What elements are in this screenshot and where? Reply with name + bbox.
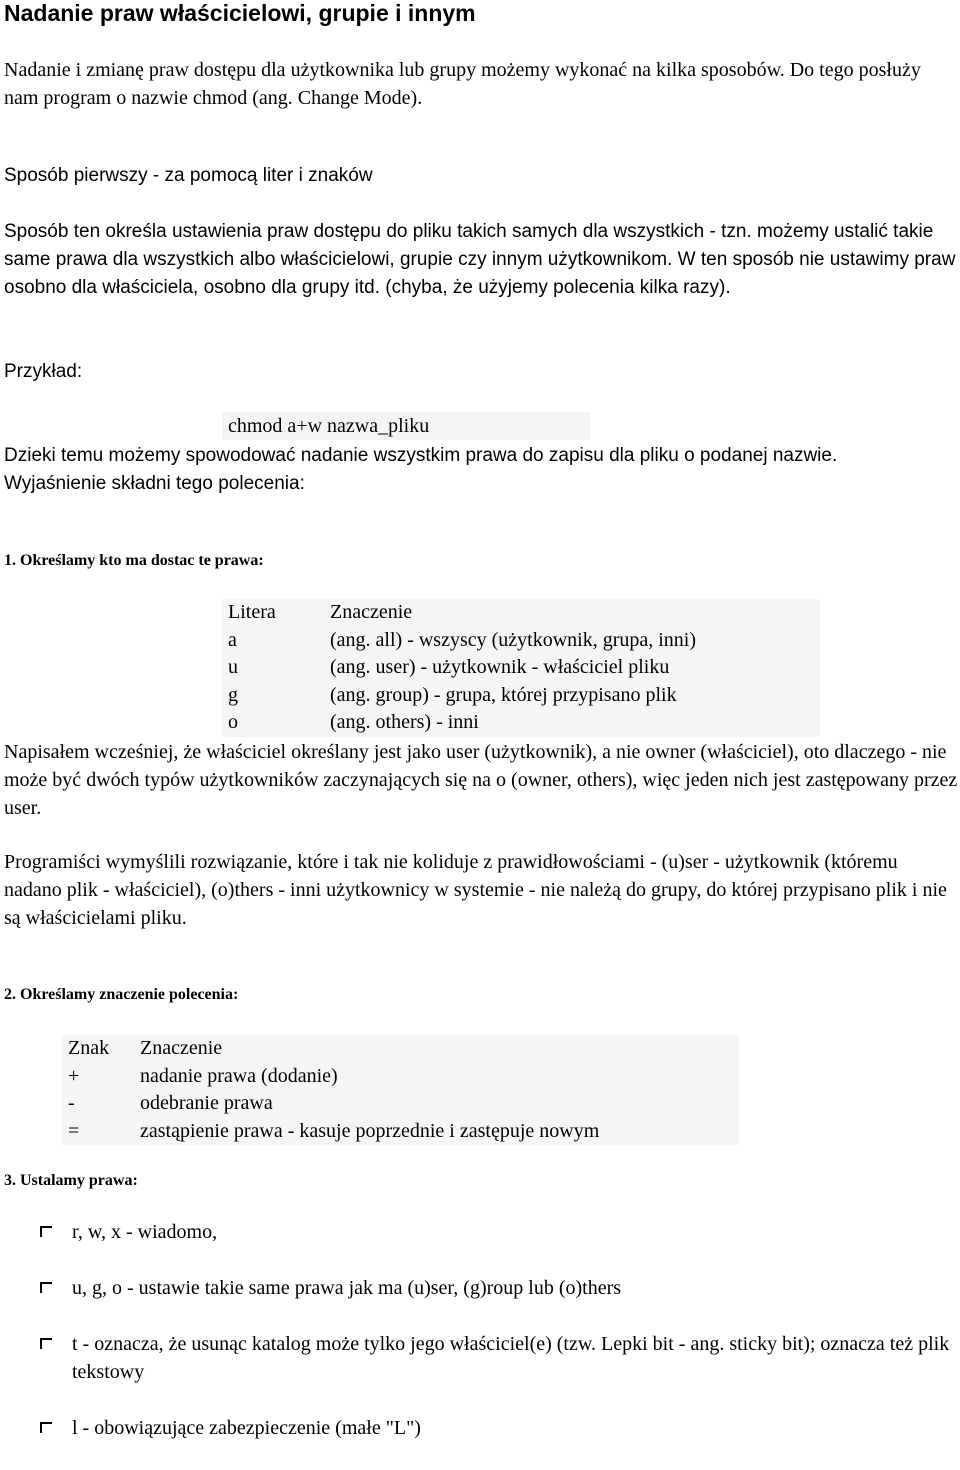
syntax-intro: Wyjaśnienie składni tego polecenia: (4, 473, 305, 494)
checkbox-bullet-icon (40, 1338, 52, 1349)
table-cell: a (228, 628, 237, 651)
table-row (62, 1118, 739, 1146)
step3-heading: 3. Ustalamy prawa: (4, 1172, 138, 1189)
list-item-text: l - obowiązujące zabezpieczenie (małe "L") (72, 1417, 421, 1439)
list-item (40, 1218, 950, 1246)
table-cell: - (68, 1092, 75, 1114)
table-row (222, 627, 820, 655)
list-item-text: t - oznacza, że usunąc katalog może tylko jego właściciel(e) (tzw. Lepki bit - ang. sticky bit); oznacza też plik tekstowy (72, 1333, 950, 1383)
table-cell: (ang. group) - grupa, której przypisano plik (330, 683, 677, 706)
table-cell: + (68, 1064, 80, 1087)
method1-description: Sposób ten określa ustawienia praw dostępu do pliku takich samych dla wszystkich - tzn. możemy ustalić takie same prawa dla wszystkich albo właścicielowi, grupie czy innym użytkownikom. W ten sposób nie ustawimy praw osobno dla właściciela, osobno dla grupy itd. (chyba, że użyjemy polecenia kilka razy). (4, 221, 956, 298)
step1-heading: 1. Określamy kto ma dostac te prawa: (4, 552, 264, 569)
example-code: chmod a+w nazwa_pliku (222, 412, 590, 440)
method1-heading: Sposób pierwszy - za pomocą liter i znaków (4, 165, 373, 186)
table-cell: g (228, 683, 238, 706)
table-row (62, 1090, 739, 1118)
intro-paragraph: Nadanie i zmianę praw dostępu dla użytkownika lub grupy możemy wykonać na kilka sposobów. Do tego posłuży nam program o nazwie chmod (ang. Change Mode). (4, 59, 921, 109)
table-cell: (ang. others) - inni (330, 711, 479, 733)
note-paragraph-2: Programiści wymyślili rozwiązanie, które i tak nie koliduje z prawidłowościami - (u)ser - użytkownik (któremu nadano plik - właściciel), (o)thers - inni użytkownicy w systemie - nie należą do grupy, do której przypisano plik i nie są właścicielami pliku. (4, 851, 947, 929)
table-header-cell: Znaczenie (330, 601, 413, 623)
table-cell: (ang. user) - użytkownik - właściciel pliku (330, 656, 670, 678)
checkbox-bullet-icon (40, 1422, 52, 1433)
table-header-cell: Znak (68, 1037, 110, 1059)
table-header-row (222, 599, 820, 627)
list-item (40, 1274, 950, 1302)
table-cell: u (228, 656, 238, 678)
example-result: Dzieki temu możemy spowodować nadanie wszystkim prawa do zapisu dla pliku o podanej nazwie. (4, 445, 838, 466)
table-row (62, 1063, 739, 1091)
table-header-cell: Litera (228, 601, 276, 623)
table-cell: nadanie prawa (dodanie) (140, 1064, 338, 1087)
list-item-text: r, w, x - wiadomo, (72, 1221, 218, 1243)
list-item (40, 1330, 950, 1386)
checkbox-bullet-icon (40, 1226, 52, 1237)
step2-heading: 2. Określamy znaczenie polecenia: (4, 986, 239, 1003)
table-cell: odebranie prawa (140, 1092, 273, 1114)
note-paragraph-1: Napisałem wcześniej, że właściciel określany jest jako user (użytkownik), a nie owner (właściciel), oto dlaczego - nie może być dwóch typów użytkowników zaczynających się na o (owner, others), więc jeden nich jest zastępowany przez user. (4, 741, 958, 819)
table-cell: = (68, 1119, 80, 1142)
list-item-text: u, g, o - ustawie takie same prawa jak ma (u)ser, (g)roup lub (o)thers (72, 1277, 622, 1299)
table-row (222, 654, 820, 682)
table-header-row (62, 1035, 739, 1063)
table-cell: o (228, 711, 238, 733)
table-cell: zastąpienie prawa - kasuje poprzednie i zastępuje nowym (140, 1119, 600, 1142)
sign-table (62, 1035, 739, 1145)
rights-list (40, 1218, 950, 1470)
table-row (222, 682, 820, 710)
who-table (222, 599, 820, 737)
example-label: Przykład: (4, 361, 83, 382)
table-header-cell: Znaczenie (140, 1037, 223, 1059)
list-item (40, 1414, 950, 1442)
table-row (222, 709, 820, 737)
page-title: Nadanie praw właścicielowi, grupie i innym (4, 0, 476, 26)
table-cell: (ang. all) - wszyscy (użytkownik, grupa, inni) (330, 628, 697, 651)
checkbox-bullet-icon (40, 1282, 52, 1293)
